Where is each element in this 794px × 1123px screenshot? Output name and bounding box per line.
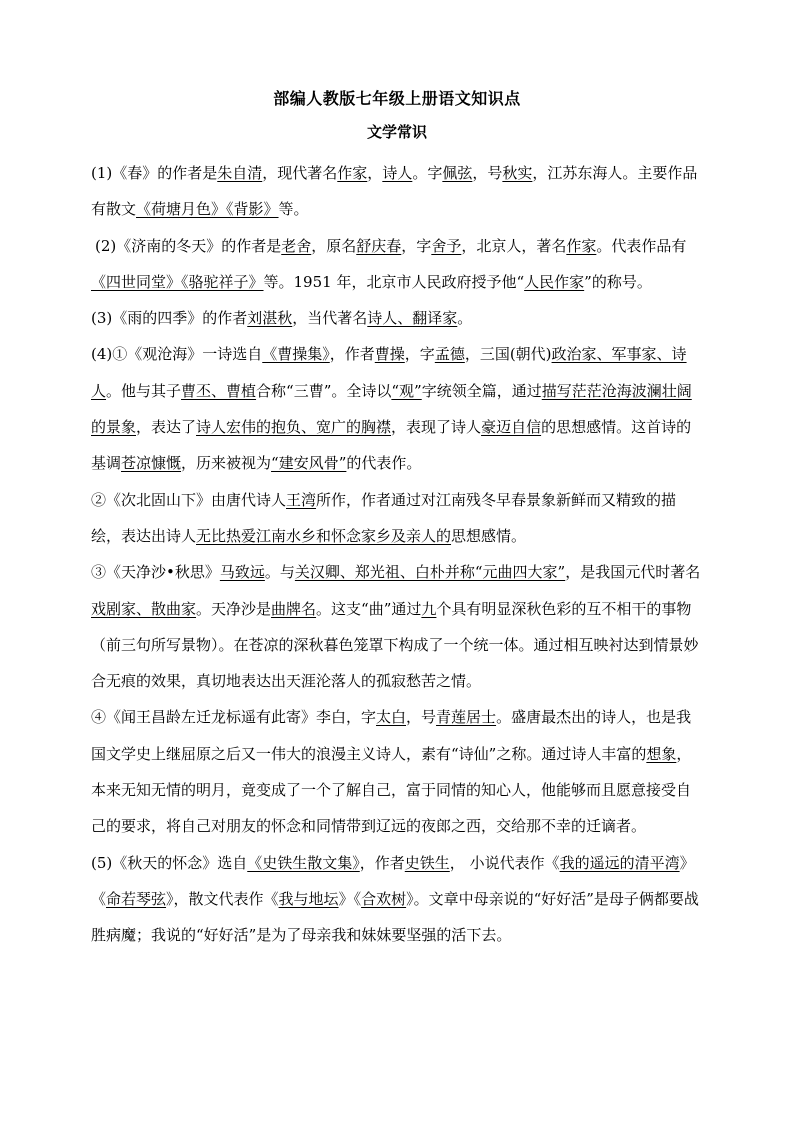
text-run: ，北京人，著名 (461, 236, 567, 255)
paragraph (91, 228, 703, 301)
underlined-term: 九 (421, 599, 437, 618)
text-run: (3)《雨的四季》的作者 (91, 309, 248, 328)
underlined-term: 王湾 (286, 490, 317, 509)
text-run: 。这支“曲”通过 (316, 599, 422, 618)
text-run: ，本来无知无情的明月，竟变成了一个了解自己，富于同情的知心人，他能够而且愿意接受自己的要求，将自己对朋友的怀念和同情带到辽远的夜郎之西，交给那不幸的迁谪者。 (91, 744, 692, 836)
text-run: 个具有明显深秋色彩的互不相干的事物（前三句所写景物）。在苍凉的深秋暮色笼罩下构成了一个统一体。通过相互映衬达到情景妙合无痕的效果，真切地表达出天涯沦落人的孤寂愁苦之情。 (91, 599, 699, 691)
underlined-term: 《史铁生散文集》 (247, 853, 360, 872)
paragraph (91, 699, 703, 844)
text-run: 。代表作品有 (596, 236, 687, 255)
text-run: 的代表作。 (346, 454, 422, 473)
paragraph (91, 554, 703, 699)
underlined-term: 想象 (646, 744, 677, 763)
text-run: ，号 (406, 708, 437, 727)
underlined-term: 史铁生 (404, 853, 450, 872)
underlined-term: 作家 (337, 164, 368, 182)
text-run: ，号 (472, 164, 503, 182)
underlined-term: 诗人宏伟的抱负、宽广的胸襟 (196, 418, 392, 437)
text-run: ，字 (401, 236, 432, 255)
text-run: 》《 (338, 889, 362, 908)
paragraph (91, 300, 703, 336)
underlined-term: 诗人 (382, 164, 413, 182)
underlined-term: 《曹操集》 (262, 345, 330, 364)
underlined-term: “观” (391, 381, 422, 400)
text-run: ④《闻王昌龄左迁龙标遥有此寄》李白，字 (91, 708, 377, 727)
text-run: ，三国(朝代) (464, 345, 552, 364)
text-run: 思想感情。 (451, 526, 527, 545)
text-run: ”的称号。 (584, 272, 652, 291)
text-run: (4)①《观沧海》一诗选自 (91, 345, 263, 364)
underlined-term: 合欢树 (361, 889, 407, 908)
underlined-term: 描写茫茫沧海波澜壮阔的景象 (91, 381, 692, 437)
text-run: ，表现了诗人 (391, 418, 482, 437)
text-run: ，当代著名 (292, 309, 368, 328)
text-run: 的思想感情。这首诗的基调 (91, 418, 692, 473)
text-run: ，原名 (311, 236, 357, 255)
underlined-term: 作家 (566, 236, 597, 255)
text-run: ， 小说代表作《 (449, 853, 560, 872)
underlined-term: 舒庆春 (356, 236, 402, 255)
text-run: 。他与其子 (106, 381, 182, 400)
underlined-term: 人民作家 (524, 272, 585, 291)
underlined-term: 太白 (376, 708, 407, 727)
document-body (91, 155, 703, 954)
document-title: 部编人教版七年级上册语文知识点 (273, 89, 521, 108)
underlined-term: 舍予 (431, 236, 462, 255)
text-run: ，是我国元代时著名 (565, 563, 701, 582)
text-run: ，现代著名 (262, 164, 338, 182)
text-run: ，历来被视为 (181, 454, 272, 473)
underlined-term: 关汉卿、郑光祖、白朴并称“元曲四大家” (294, 563, 566, 582)
text-run: ， (367, 164, 383, 182)
text-run: ②《次北固山下》由唐代诗人 (91, 490, 287, 509)
text-run: 》。文章中母亲说的“好好活”是母子俩都要战胜病魔；我说的“好好活”是为了母亲我和妹妹要坚强的活下去。 (91, 889, 699, 945)
text-run: ③《天净沙•秋思》 (91, 563, 220, 582)
paragraph (91, 482, 703, 555)
text-run: 。天净沙是 (196, 599, 272, 618)
text-run: 。 (457, 309, 473, 328)
underlined-term: “建安风骨” (271, 454, 347, 473)
text-run: 等。1951 年，北京市人民政府授予他“ (263, 272, 525, 291)
underlined-term: 刘湛秋 (247, 309, 293, 328)
underlined-term: 我的遥远的清平湾 (559, 853, 680, 872)
paragraph (91, 336, 703, 481)
text-run: (5)《秋天的怀念》选自 (91, 853, 248, 872)
text-run: 所作，作者通过对江南残冬早春景象新鲜而又精致的描绘，表达出诗人 (91, 490, 677, 545)
text-run: ，作者 (359, 853, 405, 872)
text-run: 》《 (91, 853, 695, 908)
text-run: 等。 (278, 200, 309, 219)
text-run: (1)《春》的作者是 (91, 164, 218, 182)
text-run: 。字 (412, 164, 443, 182)
text-run: ，江苏东海人。主要作品有散文 (91, 164, 698, 219)
underlined-term: 秋实 (502, 164, 533, 182)
underlined-term: 我与地坛 (278, 889, 339, 908)
underlined-term: 苍凉慷慨 (121, 454, 182, 473)
underlined-term: 戏剧家、散曲家 (91, 599, 197, 618)
underlined-term: 青莲居士 (436, 708, 497, 727)
paragraph (91, 155, 703, 228)
underlined-term: 曲牌名 (271, 599, 317, 618)
text-run: 》，散文代表作《 (166, 889, 279, 908)
paragraph (91, 845, 703, 954)
underlined-term: 朱自清 (217, 164, 263, 182)
text-run: 。盛唐最杰出的诗人，也是我国文学史上继屈原之后又一伟大的浪漫主义诗人，素有“诗仙”之称。通过诗人丰富的 (91, 708, 692, 763)
text-run: (2)《济南的冬天》的作者是 (95, 236, 282, 255)
section-heading: 文学常识 (366, 123, 427, 141)
underlined-term: 老舍 (281, 236, 312, 255)
text-run: ，作者 (329, 345, 375, 364)
underlined-term: 诗人、翻译家 (367, 309, 458, 328)
text-run: 合称“三曹”。全诗以 (256, 381, 392, 400)
underlined-term: 曹操 (374, 345, 405, 364)
underlined-term: 孟德 (434, 345, 465, 364)
text-run: ，字 (404, 345, 435, 364)
underlined-term: 马致远 (219, 563, 265, 582)
underlined-term: 曹丕、曹植 (181, 381, 257, 400)
underlined-term: 《荷塘月色》《背影》 (136, 200, 279, 219)
text-run: 字统领全篇，通过 (421, 381, 542, 400)
underlined-term: 无比热爱江南水乡和怀念家乡及亲人的 (196, 526, 452, 545)
underlined-term: 《四世同堂》《骆驼祥子》 (91, 272, 264, 291)
underlined-term: 政治家、军事家、诗人 (91, 345, 687, 400)
underlined-term: 豪迈自信 (481, 418, 542, 437)
text-run: ，表达了 (136, 418, 197, 437)
underlined-term: 佩弦 (442, 164, 473, 182)
text-run: 。与 (264, 563, 295, 582)
underlined-term: 命若琴弦 (106, 889, 167, 908)
